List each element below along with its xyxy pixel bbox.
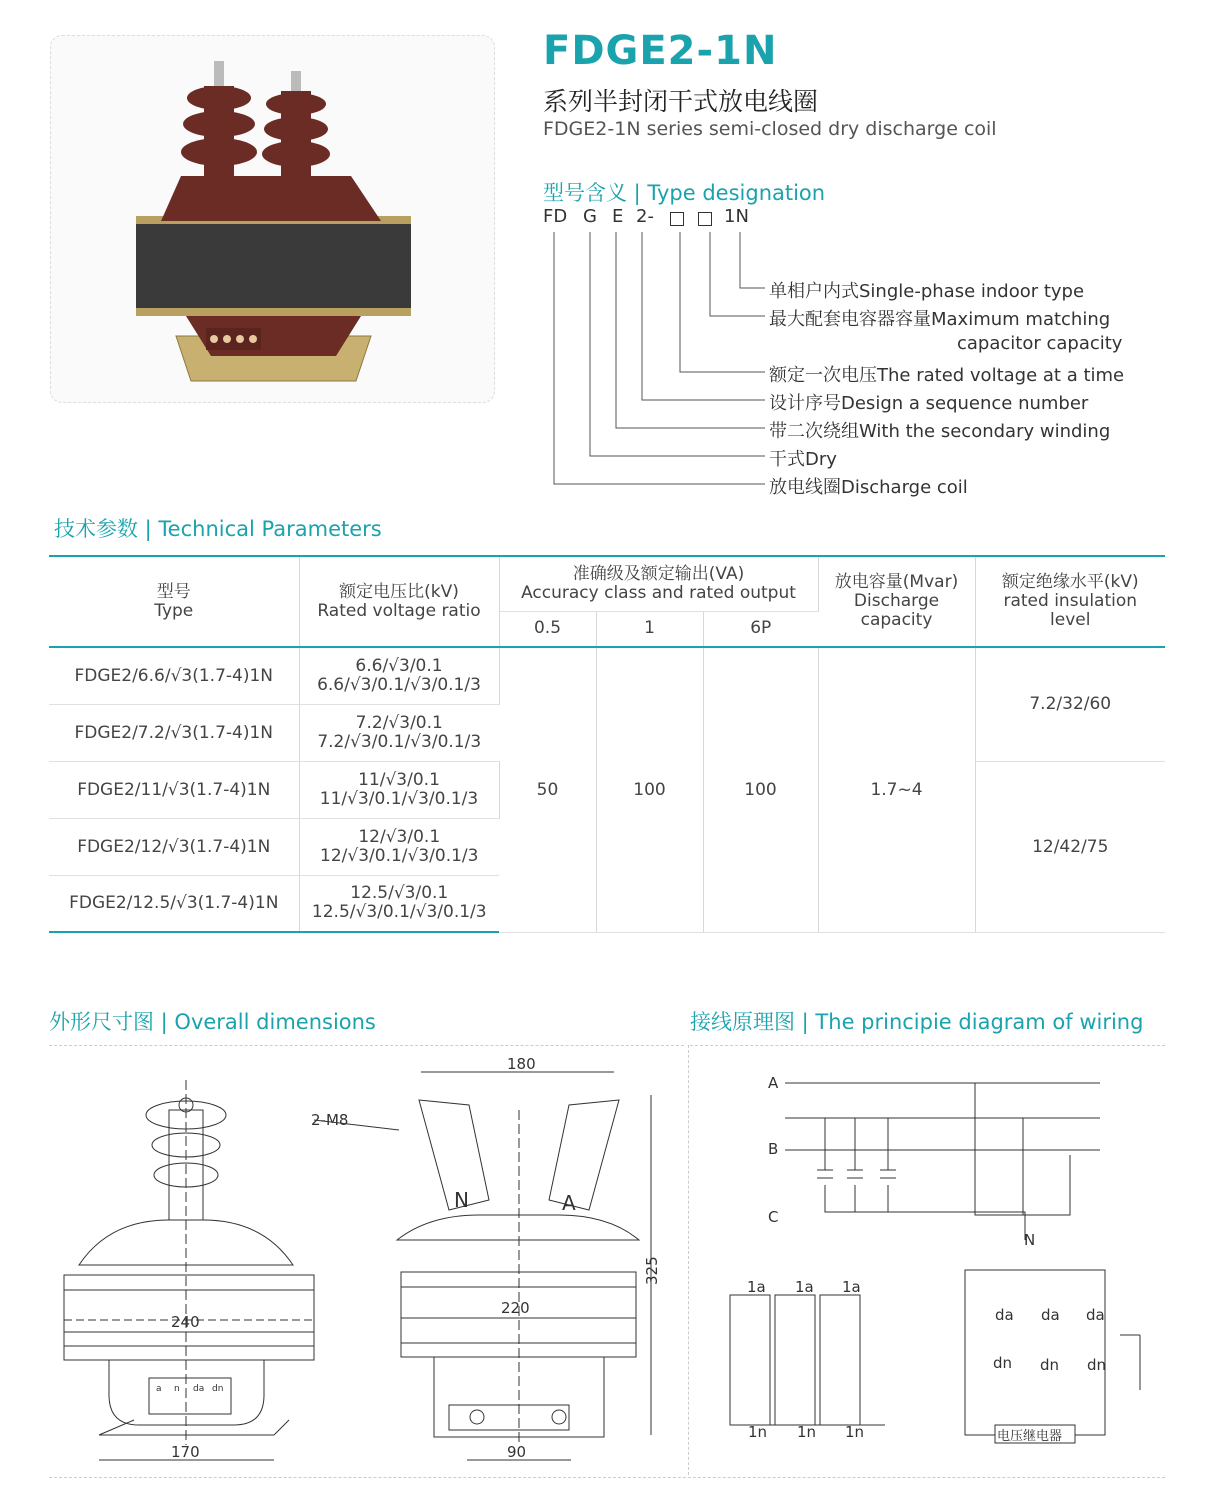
code-part-1n: 1N xyxy=(724,206,749,227)
dim-325: 325 xyxy=(643,1256,661,1285)
designation-item-3 xyxy=(769,361,1124,387)
col-accuracy: 准确级及额定输出(VA) Accuracy class and rated output xyxy=(499,556,818,611)
label-2m8: 2-M8 xyxy=(311,1111,349,1129)
item-cn: 放电线圈 xyxy=(769,477,841,498)
item-en: Single-phase indoor type xyxy=(859,281,1085,302)
code-part-g: G xyxy=(583,206,597,227)
dimensions-drawing xyxy=(49,1050,684,1475)
cell-ratio: 7.2/√3/0.1 7.2/√3/0.1/√3/0.1/3 xyxy=(299,704,499,761)
label-term-dn: dn xyxy=(212,1384,224,1394)
label-1a: 1a xyxy=(747,1278,766,1296)
label-dn: dn xyxy=(1087,1356,1107,1374)
item-en: With the secondary winding xyxy=(859,421,1111,442)
dim-170: 170 xyxy=(171,1443,200,1461)
product-photo xyxy=(50,35,495,403)
col-type: 型号 Type xyxy=(49,556,299,647)
dim-220: 220 xyxy=(501,1299,530,1317)
divider xyxy=(49,1477,1165,1478)
col-capacity: 放电容量(Mvar) Discharge capacity xyxy=(818,556,975,647)
label-da: da xyxy=(1041,1306,1060,1324)
label-dn: dn xyxy=(993,1354,1013,1372)
cell-type: FDGE2/11/√3(1.7-4)1N xyxy=(49,761,299,818)
label-dn: dn xyxy=(1040,1356,1060,1374)
col-acc-6p: 6P xyxy=(703,611,818,647)
cell-insulation-b: 12/42/75 xyxy=(975,761,1165,932)
cell-acc-6p: 100 xyxy=(703,647,818,932)
dim-180: 180 xyxy=(507,1055,536,1073)
dim-90: 90 xyxy=(507,1443,527,1461)
item-en: The rated voltage at a time xyxy=(877,365,1125,386)
label-1n: 1n xyxy=(845,1423,865,1441)
item-cn: 带二次绕组 xyxy=(769,421,859,442)
item-en: Dry xyxy=(805,449,837,470)
code-part-fd: FD xyxy=(543,206,568,227)
cell-type: FDGE2/12.5/√3(1.7-4)1N xyxy=(49,875,299,932)
cell-type: FDGE2/7.2/√3(1.7-4)1N xyxy=(49,704,299,761)
table-row xyxy=(49,647,1165,704)
col-acc-05: 0.5 xyxy=(499,611,596,647)
label-1a: 1a xyxy=(795,1278,814,1296)
cell-ratio: 12/√3/0.1 12/√3/0.1/√3/0.1/3 xyxy=(299,818,499,875)
subtitle-chinese: 系列半封闭干式放电线圈 xyxy=(543,87,819,116)
label-term-n: n xyxy=(174,1384,180,1394)
dimensions-heading: 外形尺寸图 | Overall dimensions xyxy=(49,1010,376,1034)
label-1n: 1n xyxy=(797,1423,817,1441)
designation-item-2b xyxy=(957,333,1122,354)
cell-type: FDGE2/6.6/√3(1.7-4)1N xyxy=(49,647,299,704)
item-en: Maximum matching xyxy=(931,309,1111,330)
label-1a: 1a xyxy=(842,1278,861,1296)
label-1n: 1n xyxy=(748,1423,768,1441)
label-a-terminal: A xyxy=(562,1191,576,1215)
phase-b-label: B xyxy=(768,1140,779,1158)
item-cn: 最大配套电容器容量 xyxy=(769,309,931,330)
divider xyxy=(690,1045,1165,1046)
cell-ratio: 11/√3/0.1 11/√3/0.1/√3/0.1/3 xyxy=(299,761,499,818)
tech-params-heading: 技术参数 | Technical Parameters xyxy=(54,517,382,541)
cell-acc-05: 50 xyxy=(499,647,596,932)
designation-item-7 xyxy=(769,473,968,499)
col-ratio: 额定电压比(kV) Rated voltage ratio xyxy=(299,556,499,647)
phase-c-label: C xyxy=(768,1208,779,1226)
item-en: capacitor capacity xyxy=(957,333,1123,354)
cell-type: FDGE2/12/√3(1.7-4)1N xyxy=(49,818,299,875)
designation-item-4 xyxy=(769,389,1088,415)
item-en: Discharge coil xyxy=(841,477,968,498)
neutral-label: N xyxy=(1024,1231,1036,1249)
code-part-2: 2- xyxy=(636,206,654,227)
label-term-da: da xyxy=(193,1384,205,1394)
label-da: da xyxy=(995,1306,1014,1324)
col-insulation: 额定绝缘水平(kV) rated insulation level xyxy=(975,556,1165,647)
label-da: da xyxy=(1086,1306,1105,1324)
designation-item-2 xyxy=(769,305,1110,331)
item-en: Design a sequence number xyxy=(841,393,1089,414)
code-part-e: E xyxy=(612,206,624,227)
label-n-terminal: N xyxy=(454,1188,469,1212)
item-cn: 单相户内式 xyxy=(769,281,859,302)
item-cn: 干式 xyxy=(769,449,805,470)
subtitle-english: FDGE2-1N series semi-closed dry discharge coil xyxy=(543,118,997,140)
tech-params-table xyxy=(49,555,1165,933)
col-acc-1: 1 xyxy=(596,611,703,647)
cell-ratio: 12.5/√3/0.1 12.5/√3/0.1/√3/0.1/3 xyxy=(299,875,499,932)
designation-item-5 xyxy=(769,417,1110,443)
wiring-diagram xyxy=(690,1050,1165,1475)
cell-capacity: 1.7~4 xyxy=(818,647,975,932)
designation-item-6 xyxy=(769,445,837,471)
product-photo-illustration xyxy=(51,36,494,402)
wiring-heading: 接线原理图 | The principie diagram of wiring xyxy=(690,1010,1144,1034)
type-designation-heading: 型号含义 | Type designation xyxy=(543,181,826,205)
label-term-a: a xyxy=(156,1384,162,1394)
phase-a-label: A xyxy=(768,1074,779,1092)
cell-ratio: 6.6/√3/0.1 6.6/√3/0.1/√3/0.1/3 xyxy=(299,647,499,704)
divider xyxy=(49,1045,684,1046)
cell-insulation-a: 7.2/32/60 xyxy=(975,647,1165,761)
dim-240: 240 xyxy=(171,1313,200,1331)
cell-acc-1: 100 xyxy=(596,647,703,932)
designation-leader-lines xyxy=(540,228,780,493)
item-cn: 设计序号 xyxy=(769,393,841,414)
relay-label: 电压继电器 xyxy=(997,1429,1063,1444)
product-title: FDGE2-1N xyxy=(543,28,778,74)
item-cn: 额定一次电压 xyxy=(769,365,877,386)
type-code xyxy=(543,206,793,228)
designation-item-1 xyxy=(769,277,1084,303)
divider xyxy=(688,1045,689,1475)
